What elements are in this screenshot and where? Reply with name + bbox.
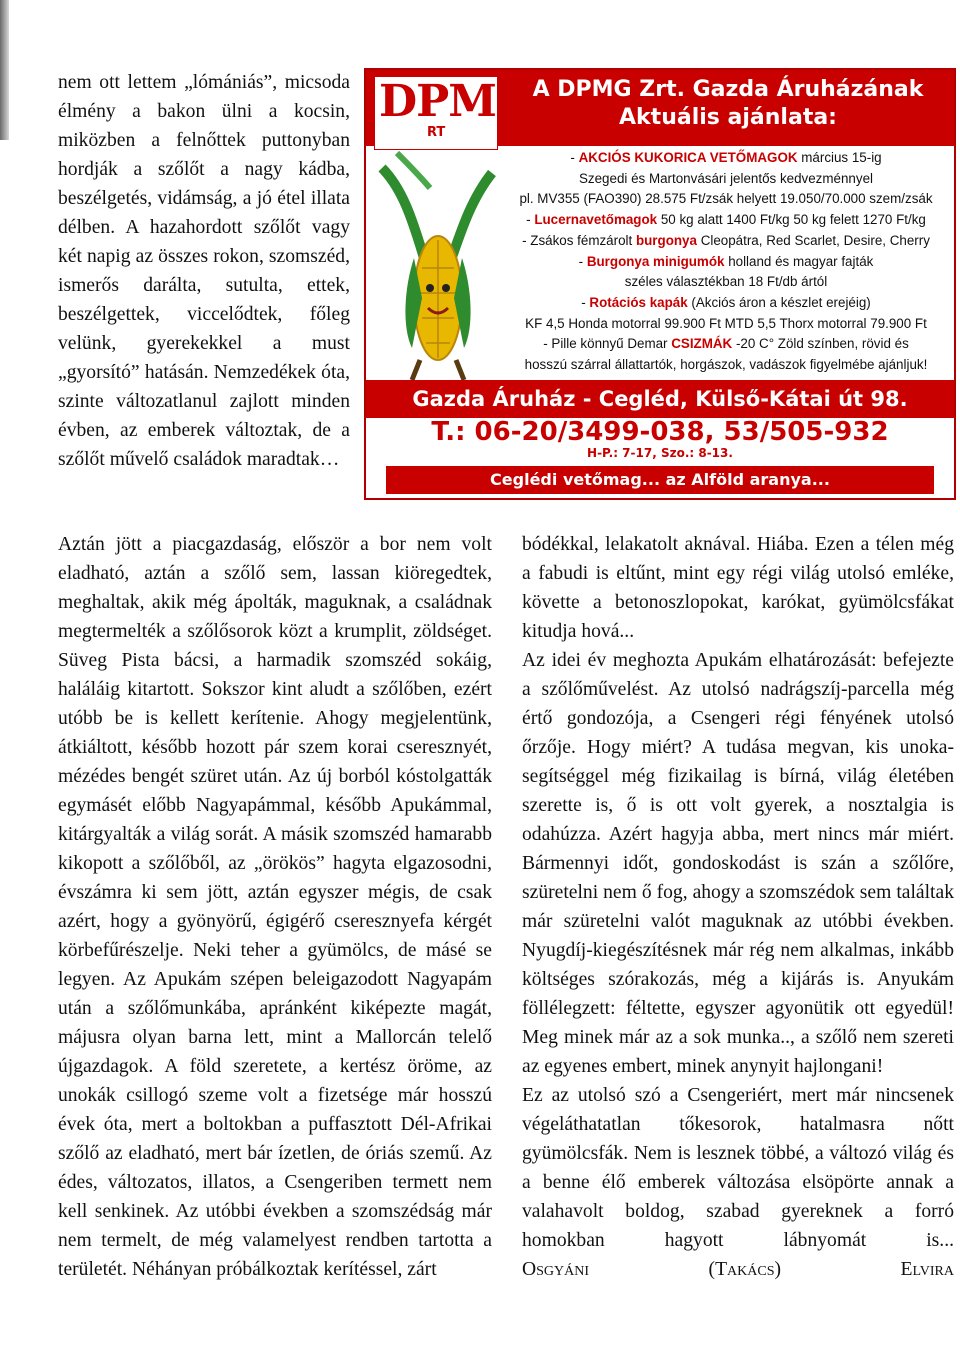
legs-icon	[412, 360, 464, 380]
offer-line: KF 4,5 Honda motorral 99.900 Ft MTD 5,5 Thorx motorral 79.900 Ft	[525, 315, 927, 331]
article-paragraph: bódékkal, lelakatolt aknával. Hiába. Ezen a télen még a fabudi is eltűnt, mint egy régi világ utolsó emléke, követte a betonoszlopokat, karókat, gyümölcsfákat kitudja hová...	[522, 534, 954, 642]
offer-line: széles választékban 18 Ft/db ártól	[624, 274, 828, 290]
dpmg-logo	[374, 76, 533, 150]
logo-subtext: RT	[427, 125, 446, 140]
article-paragraph: nem ott lettem „lómániás”, micsoda élmény a bakon ülni a kocsin, miközben a felnőttek puttonyban hordják a szőlőt a nagy kádba, beszélgetés, vidámság, a jó étel illata délben. A hazahordott szőlőt vagy két napig az összes rokon, szomszéd, ismerős darálta, sutulta, ettek, beszélgettek, viccelődtek, főleg velünk, gyerekekkel a must „gyorsító” hatásán. Nemzedékek óta, szinte változatlanul zajlott minden évben, az emberek változtak, de a szőlőt művelő családok maradtak…	[58, 72, 350, 470]
offer-line: Szegedi és Martonvásári jelentős kedvezménnyel	[578, 170, 873, 186]
corn-mascot-illustration	[372, 148, 500, 382]
ad-title-line: A DPMG Zrt. Gazda Áruházának	[532, 77, 924, 102]
eye-icon	[426, 284, 434, 292]
leaf-icon	[450, 173, 492, 263]
opening-hours: H-P.: 7-17, Szo.: 8-13.	[587, 446, 733, 460]
article-left-column	[58, 530, 492, 1284]
offer-line: - Zsákos fémzárolt burgonya Cleopátra, Red Scarlet, Desire, Cherry	[522, 232, 930, 248]
phone-numbers: T.: 06-20/3499-038, 53/505-932	[431, 417, 889, 447]
offer-line: pl. MV355 (FAO390) 28.575 Ft/zsák helyett 19.050/70.000 szem/zsák	[519, 191, 933, 207]
article-closing-paragraph	[522, 1081, 954, 1313]
logo-text: DPMG	[379, 76, 533, 127]
offer-line: - Rotációs kapák (Akciós áron a készlet erejéig)	[581, 294, 871, 310]
ad-offer-list	[498, 148, 954, 376]
eye-icon	[442, 284, 450, 292]
offer-line: - Burgonya minigumók holland és magyar fajták	[578, 253, 874, 269]
ad-title-line: Aktuális ajánlata:	[619, 105, 837, 130]
offer-line: - Lucernavetőmagok 50 kg alatt 1400 Ft/kg 50 kg felett 1270 Ft/kg	[526, 212, 926, 228]
store-address: Gazda Áruház - Cegléd, Külső-Kátai út 98.	[366, 380, 954, 418]
article-paragraph: Aztán jött a piacgazdaság, először a bor nem volt eladható, aztán a szőlő sem, lassan kiöregedtek, meghaltak, akik még ápolták, maguknak, a családnak megtermelték a szőlősorok közt a krumplit, zöldséget. Süveg Pista bácsi, a harmadik szomszéd sokáig, haláláig kitartott. Sokszor kint aludt a szőlőben, ezért utóbb be is kellett kerítenie. Ahogy megjelentünk, átkiáltott, később hozott pár szem korai cseresznyét, mézédes bengét szüret után. Az új borból kóstolgatták egymásét előbb Nagyapámmal, később Apukámmal, kitárgyalták a világ sorát. A másik szomszéd hamarabb kikopott a szőlőből, az „örökös” hagyta elgazosodni, évszámra ki sem jött, aztán egyszer mégis, de csak azért, hogy a gyönyörű, égigérő cseresznyefa kérgét körbefűrészelje. Neki teher a gyümölcs, de másé se legyen. Az Apukám szépen beleigazodott Nagyapám után a szőlőmunkába, apránként kiképezte magát, májusra olyan barna lett, mint a Mallorcán telelő újgazdagok. A föld szeretete, a kertész öröme, az unokák csillogó szeme volt a fizetsége már hosszú évek óta, mert a boltokban a puffasztott Dél-Afrikai szőlő az eladható, mert bár ízetlen, de óriás szemű. Az édes, változatos, illatos, a Csengeriben termett nem kell senkinek. Az utóbbi években a szomszédság már nem termelt, de még valamelyest rendben tartotta a területét. Néhányan próbálkoztak kerítéssel, zárt	[58, 534, 492, 1280]
offer-line: - Pille könnyű Demar CSIZMÁK -20 C° Zöld színben, rövid és	[543, 336, 909, 352]
leaf-icon	[397, 153, 430, 188]
offer-line: hosszú szárral állattartók, horgászok, vadászok figyelmébe ajánljuk!	[524, 357, 928, 373]
article-paragraph: Az idei év meghozta Apukám elhatározását: befejezte a szőlőművelést. Az utolsó nadrágszíj-parcella még értő gondozója, a Csengeri régi fényének utolsó őrzője. Hogy miért? A tudása megvan, kis unoka-segítséggel még fizikailag is bírná, világ életében szerette is, ő is ott volt gyerek, a nosztalgia is odahúzza. Azért hagyja abba, mert nincs már miért. Bármennyi időt, gondoskodást is szán a szőlőre, szüretelni nem ő fog, ahogy a szomszédok sem találtak már szüretelni valót maguknak az utóbbi években. Nyugdíj-kiegészítésnek már rég nem alkalmas, inkább költséges szórakozás, még a kijárás is. Anyukám föllélegzett: féltette, egyszer agyonütik ott egyedül! Meg minek már az a sok munka.., a szőlő nem szereti az egyenes embert, minek anynyit hajlongani!	[522, 650, 954, 1077]
ad-slogan: Ceglédi vetőmag... az Alföld aranya...	[386, 466, 934, 494]
page-edge-shadow	[0, 0, 9, 140]
offer-line: - AKCIÓS KUKORICA VETŐMAGOK március 15-ig	[570, 150, 882, 165]
article-top-column	[58, 68, 350, 474]
author-signature: Osgyáni (Takács) Elvira	[522, 1259, 954, 1280]
advertisement	[364, 68, 956, 500]
ad-title	[506, 76, 950, 132]
closing-paragraph-text: Ez az utolsó szó a Csengeriért, mert már nincsenek végeláthatatlan tőkesorok, hatalmasra nőtt gyümölcsfák. Nem is lesznek többé, a változó világ és a benne élő emberek változása elsöpörte annak a valahavolt boldog, szabad gyereknek a forró homokban hagyott lábnyomát is...	[522, 1085, 954, 1251]
article-right-column	[522, 530, 954, 1313]
leaf-icon	[382, 168, 424, 258]
